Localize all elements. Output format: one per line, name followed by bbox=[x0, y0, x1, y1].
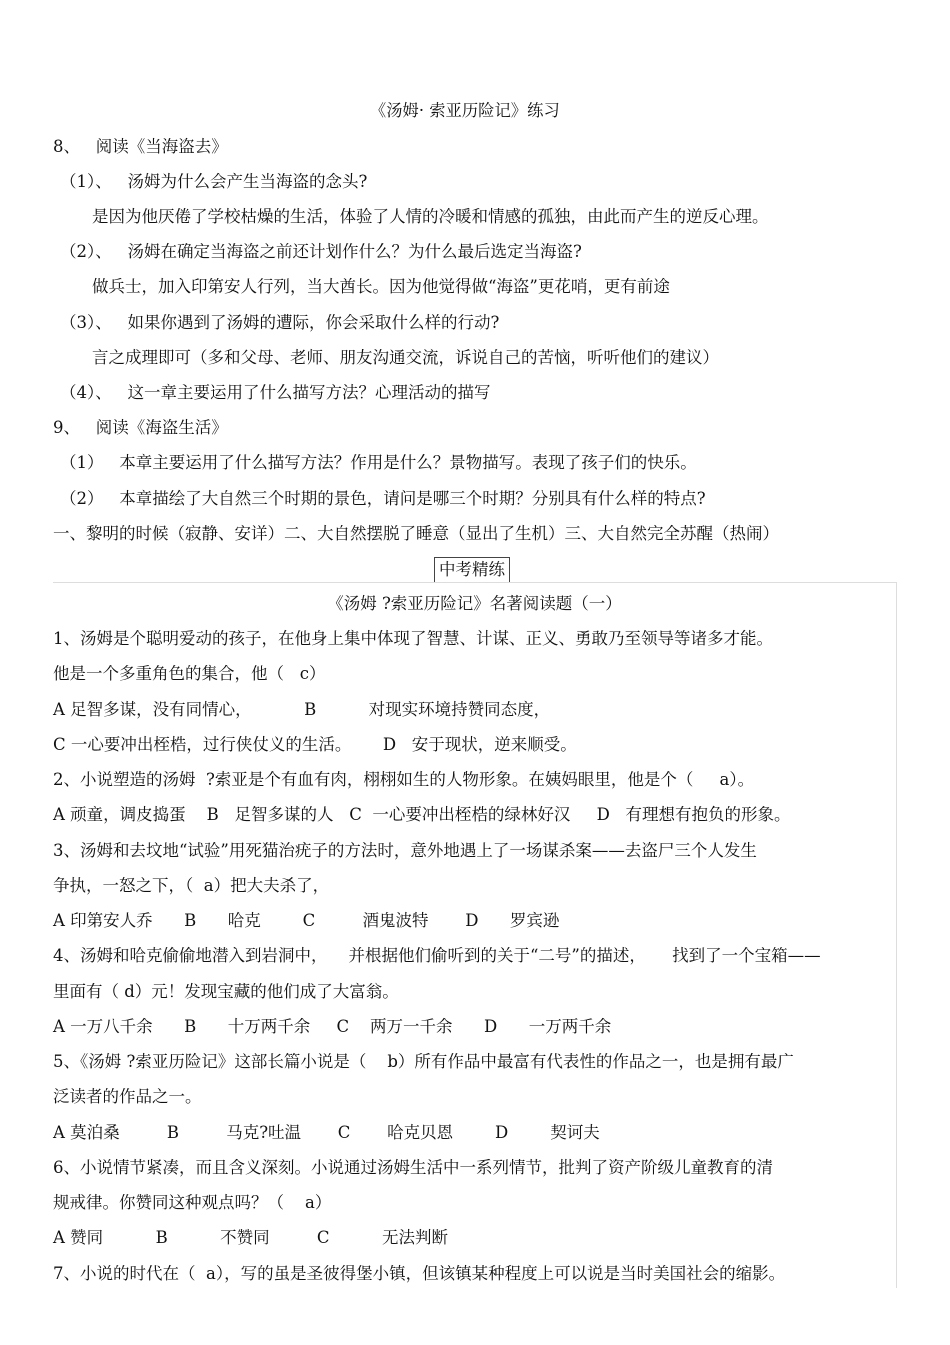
quiz-line: 5、《汤姆 ?索亚历险记》这部长篇小说是（ b）所有作品中最富有代表性的作品之一，也是拥有最广 bbox=[53, 1052, 794, 1071]
text-line: 8、 阅读《当海盗去》 bbox=[53, 137, 228, 156]
text-line: （2）、 汤姆在确定当海盗之前还计划作什么？为什么最后选定当海盗? bbox=[60, 242, 582, 261]
quiz-line: A 一万八千余 B 十万两千余 C 两万一千余 D 一万两千余 bbox=[53, 1017, 612, 1036]
text-line: （4）、 这一章主要运用了什么描写方法？心理活动的描写 bbox=[60, 383, 491, 402]
text-line: 9、 阅读《海盗生活》 bbox=[53, 418, 228, 437]
text-line: 做兵士，加入印第安人行列，当大酋长。因为他觉得做“海盗”更花哨，更有前途 bbox=[92, 277, 670, 296]
quiz-line: A 顽童，调皮捣蛋 B 足智多谋的人 C 一心要冲出桎梏的绿林好汉 D 有理想有抱负的形象。 bbox=[53, 805, 791, 824]
text-line: 是因为他厌倦了学校枯燥的生活，体验了人情的冷暖和情感的孤独，由此而产生的逆反心理。 bbox=[92, 207, 769, 226]
text-line: （1） 本章主要运用了什么描写方法？作用是什么？景物描写。表现了孩子们的快乐。 bbox=[60, 453, 697, 472]
text-line: 言之成理即可（多和父母、老师、朋友沟通交流，诉说自己的苦恼，听听他们的建议） bbox=[92, 348, 719, 367]
quiz-line: 规戒律。你赞同这种观点吗？（ a） bbox=[53, 1193, 332, 1212]
text-line: （1）、 汤姆为什么会产生当海盗的念头? bbox=[60, 172, 368, 191]
quiz-line: A 莫泊桑 B 马克?吐温 C 哈克贝恩 D 契诃夫 bbox=[53, 1123, 600, 1142]
quiz-line: 泛读者的作品之一。 bbox=[53, 1087, 202, 1106]
quiz-line: 3、汤姆和去坟地“试验”用死猫治疣子的方法时，意外地遇上了一场谋杀案——去盗尸三个人发生 bbox=[53, 841, 757, 860]
quiz-title: 《汤姆 ?索亚历险记》名著阅读题（一） bbox=[327, 594, 622, 613]
quiz-line: 6、小说情节紧凑，而且含义深刻。小说通过汤姆生活中一系列情节，批判了资产阶级儿童教育的清 bbox=[53, 1158, 773, 1177]
quiz-line: 里面有（ d）元！发现宝藏的他们成了大富翁。 bbox=[53, 982, 399, 1001]
quiz-line: A 印第安人乔 B 哈克 C 酒鬼波特 D 罗宾逊 bbox=[53, 911, 560, 930]
text-line: 一、黎明的时候（寂静、安详）二、大自然摆脱了睡意（显出了生机）三、大自然完全苏醒（热闹） bbox=[53, 524, 779, 543]
quiz-line: 7、小说的时代在（ a），写的虽是圣彼得堡小镇，但该镇某种程度上可以说是当时美国社会的缩影。 bbox=[53, 1264, 786, 1283]
quiz-line: 1、汤姆是个聪明爱动的孩子，在他身上集中体现了智慧、计谋、正义、勇敢乃至领导等诸多才能。 bbox=[53, 629, 773, 648]
section-label: 中考精练 bbox=[434, 557, 510, 583]
quiz-line: 2、小说塑造的汤姆 ?索亚是个有血有肉，栩栩如生的人物形象。在姨妈眼里，他是个（ a）。 bbox=[53, 770, 755, 789]
quiz-line: 争执，一怒之下，（ a）把大夫杀了， bbox=[53, 876, 330, 895]
quiz-line: A 赞同 B 不赞同 C 无法判断 bbox=[53, 1228, 448, 1247]
text-line: （3）、 如果你遇到了汤姆的遭际，你会采取什么样的行动? bbox=[60, 313, 500, 332]
page-title: 《汤姆· 索亚历险记》练习 bbox=[369, 101, 560, 120]
text-line: （2） 本章描绘了大自然三个时期的景色，请问是哪三个时期？分别具有什么样的特点? bbox=[60, 489, 706, 508]
quiz-line: A 足智多谋，没有同情心， B 对现实环境持赞同态度， bbox=[53, 700, 551, 719]
quiz-line: 他是一个多重角色的集合，他（ c） bbox=[53, 664, 326, 683]
quiz-line: 4、汤姆和哈克偷偷地潜入到岩洞中， 并根据他们偷听到的关于“二号”的描述， 找到了一个宝箱—— bbox=[53, 946, 821, 965]
quiz-frame bbox=[53, 582, 897, 1288]
quiz-line: C 一心要冲出桎梏，过行侠仗义的生活。 D 安于现状，逆来顺受。 bbox=[53, 735, 577, 754]
